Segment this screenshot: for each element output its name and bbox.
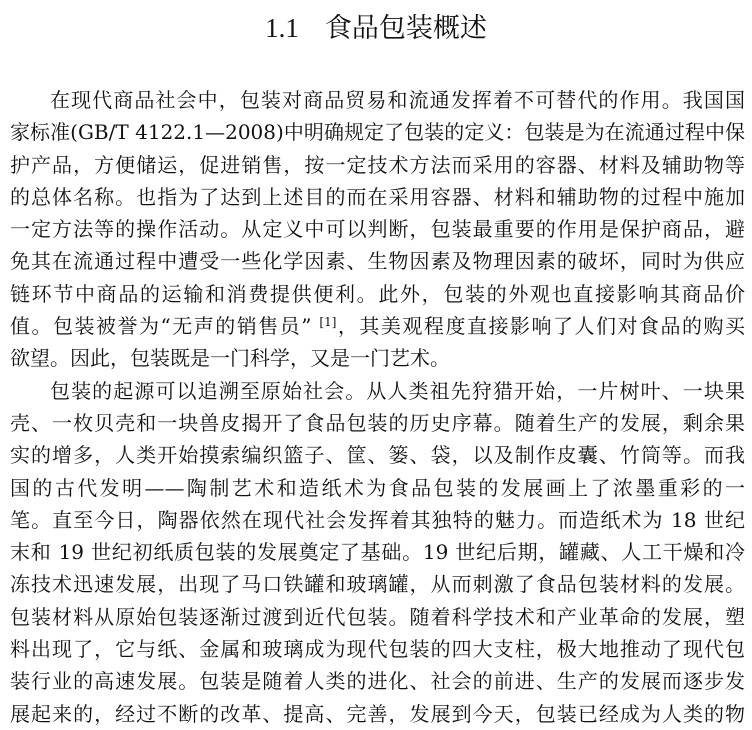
text-line: 包装材料从原始包装逐渐过渡到近代包装。随着科学技术和产业革命的发展，塑	[10, 604, 745, 629]
text-line: 国的古代发明——陶制艺术和造纸术为食品包装的发展画上了浓墨重彩的一	[10, 475, 745, 500]
text-line: 链环节中商品的运输和消费提供便利。此外，包装的外观也直接影响其商品价	[10, 281, 745, 306]
text-line: 免其在流通过程中遭受一些化学因素、生物因素及物理因素的破坏，同时为供应	[10, 249, 745, 274]
text-line	[10, 310, 745, 342]
text-line: 包装的起源可以追溯至原始社会。从人类祖先狩猎开始，一片树叶、一块果	[50, 378, 745, 403]
citation-reference: [1]	[319, 315, 337, 330]
text-line: 在现代商品社会中，包装对商品贸易和流通发挥着不可替代的作用。我国国	[50, 88, 745, 112]
text-line: 家标准(GB/T 4122.1—2008)中明确规定了包装的定义：包装是为在流通过程中保	[10, 120, 745, 145]
paragraph	[10, 375, 745, 730]
text-line: 冻技术迅速发展，出现了马口铁罐和玻璃罐，从而刺激了食品包装材料的发展。	[10, 572, 745, 597]
text-segment: 值。包装被誉为“无声的销售员”	[10, 314, 312, 339]
text-line: 料出现了，它与纸、金属和玻璃成为现代包装的四大支柱，极大地推动了现代包	[10, 637, 745, 662]
section-title: 食品包装概述	[324, 13, 487, 44]
text-line: 一定方法等的操作活动。从定义中可以判断，包装最重要的作用是保护商品，避	[10, 217, 745, 242]
text-line: 实的增多，人类开始摸索编织篮子、筐、篓、袋，以及制作皮囊、竹筒等。而我	[10, 443, 745, 468]
text-line: 欲望。因此，包装既是一门科学，又是一门艺术。	[10, 346, 450, 371]
text-line: 护产品，方便储运，促进销售，按一定技术方法而采用的容器、材料及辅助物等	[10, 152, 745, 177]
text-line: 装行业的高速发展。包装是随着人类的进化、社会的前进、生产的发展而逐步发	[10, 669, 745, 694]
section-number: 1.1	[265, 13, 299, 43]
text-line: 壳、一枚贝壳和一块兽皮揭开了食品包装的历史序幕。随着生产的发展，剩余果	[10, 410, 745, 435]
text-segment: ，其美观程度直接影响了人们对食品的购买	[336, 314, 745, 339]
text-line: 末和 19 世纪初纸质包装的发展奠定了基础。19 世纪后期，罐藏、人工干燥和冷	[10, 540, 745, 565]
document-body	[10, 84, 745, 730]
paragraph	[10, 84, 745, 375]
text-line: 笔。直至今日，陶器依然在现代社会发挥着其独特的魅力。而造纸术为 18 世纪	[10, 507, 745, 532]
text-line: 的总体名称。也指为了达到上述目的而在采用容器、材料和辅助物的过程中施加	[10, 184, 745, 209]
section-heading	[0, 8, 752, 49]
text-line: 展起来的，经过不断的改革、提高、完善，发展到今天，包装已经成为人类的物	[10, 701, 745, 726]
